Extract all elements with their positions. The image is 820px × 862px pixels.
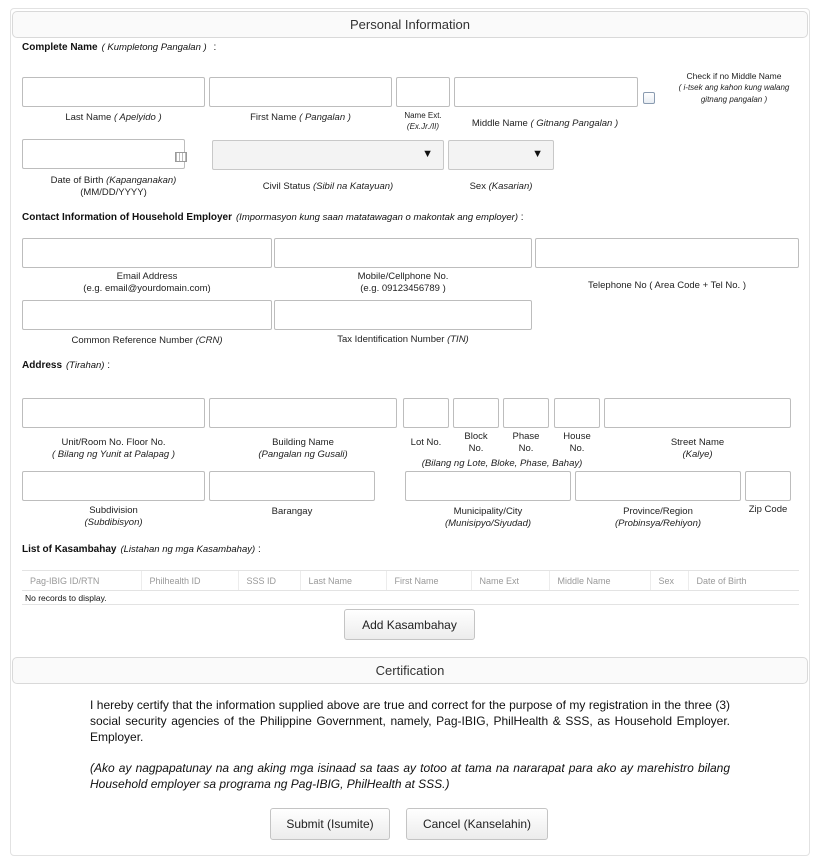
barangay-label: Barangay (271, 506, 313, 517)
lot-number-input[interactable] (403, 398, 449, 428)
zip-code-label: Zip Code (748, 504, 788, 515)
municipality-city-input[interactable] (405, 471, 571, 501)
address-heading: Address (Tirahan) : (22, 360, 111, 371)
column-header[interactable]: Sex (650, 571, 688, 591)
unit-room-input[interactable] (22, 398, 205, 428)
zip-code-input[interactable] (745, 471, 791, 501)
no-middle-name-checkbox[interactable] (643, 92, 655, 104)
crn-input[interactable] (22, 300, 272, 330)
column-header[interactable]: Name Ext (471, 571, 549, 591)
last-name-label: Last Name ( Apelyido ) (65, 112, 162, 123)
personal-information-header: Personal Information (12, 11, 808, 38)
sex-select[interactable] (448, 140, 554, 170)
column-header[interactable]: Philhealth ID (141, 571, 238, 591)
phase-number-label: Phase No. (512, 431, 540, 454)
column-header[interactable]: First Name (386, 571, 471, 591)
barangay-input[interactable] (209, 471, 375, 501)
crn-label: Common Reference Number (CRN) (71, 335, 223, 346)
middle-name-input[interactable] (454, 77, 638, 107)
name-ext-input[interactable] (396, 77, 450, 107)
telephone-number-label: Telephone No ( Area Code + Tel No. ) (588, 280, 746, 291)
add-kasambahay-button[interactable]: Add Kasambahay (344, 609, 475, 640)
column-header[interactable]: Last Name (300, 571, 386, 591)
kasambahay-table (22, 570, 799, 605)
municipality-city-label: Municipality/City (Munisipyo/Siyudad) (444, 506, 532, 529)
first-name-input[interactable] (209, 77, 392, 107)
first-name-label: First Name ( Pangalan ) (250, 112, 351, 123)
building-name-label: Building Name (Pangalan ng Gusali) (258, 437, 348, 460)
street-name-input[interactable] (604, 398, 791, 428)
house-number-label: House No. (563, 431, 591, 454)
tin-input[interactable] (274, 300, 532, 330)
province-region-label: Province/Region (Probinsya/Rehiyon) (614, 506, 702, 529)
chevron-down-icon: ▼ (532, 148, 543, 160)
lot-number-label: Lot No. (410, 437, 442, 448)
date-of-birth-label: Date of Birth (Kapanganakan) (MM/DD/YYYY) (50, 175, 177, 198)
calendar-icon[interactable] (175, 152, 187, 162)
block-number-label: Block No. (464, 431, 488, 454)
telephone-number-input[interactable] (535, 238, 799, 268)
civil-status-select[interactable] (212, 140, 444, 170)
column-header[interactable]: Pag-IBIG ID/RTN (22, 571, 141, 591)
unit-room-label: Unit/Room No. Floor No. ( Bilang ng Yunit at Palapag ) (51, 437, 176, 460)
phase-number-input[interactable] (503, 398, 549, 428)
block-number-input[interactable] (453, 398, 499, 428)
table-row (22, 591, 799, 605)
building-name-input[interactable] (209, 398, 397, 428)
province-region-input[interactable] (575, 471, 741, 501)
kasambahay-list-heading: List of Kasambahay (Listahan ng mga Kasambahay) : (22, 544, 261, 555)
contact-information-heading: Contact Information of Household Employer (Impormasyon kung saan matatawagan o makontak ang employer) : (22, 212, 524, 223)
sex-label: Sex (Kasarian) (469, 181, 533, 192)
name-ext-label: Name Ext. (Ex.Jr./II) (404, 111, 442, 131)
street-name-label: Street Name (Kalye) (670, 437, 725, 460)
lot-block-phase-house-caption: (Bilang ng Lote, Bloke, Phase, Bahay) (421, 458, 583, 469)
column-header[interactable]: Date of Birth (688, 571, 799, 591)
complete-name-heading: Complete Name ( Kumpletong Pangalan ) : (22, 42, 217, 53)
cancel-button[interactable]: Cancel (Kanselahin) (406, 808, 548, 840)
email-address-input[interactable] (22, 238, 272, 268)
chevron-down-icon: ▼ (422, 148, 433, 160)
mobile-number-label: Mobile/Cellphone No. (e.g. 09123456789 ) (357, 271, 449, 294)
subdivision-label: Subdivision (Subdibisyon) (84, 505, 143, 528)
submit-button[interactable]: Submit (Isumite) (270, 808, 390, 840)
no-records-message: No records to display. (22, 591, 799, 605)
tin-label: Tax Identification Number (TIN) (337, 334, 469, 345)
no-middle-name-label: Check if no Middle Name ( i-tsek ang kahon kung walang gitnang pangalan ) (678, 71, 790, 104)
middle-name-label: Middle Name ( Gitnang Pangalan ) (471, 118, 619, 129)
table-header-row (22, 571, 799, 591)
certification-header: Certification (12, 657, 808, 684)
column-header[interactable]: SSS ID (238, 571, 300, 591)
last-name-input[interactable] (22, 77, 205, 107)
house-number-input[interactable] (554, 398, 600, 428)
column-header[interactable]: Middle Name (549, 571, 650, 591)
civil-status-label: Civil Status (Sibil na Katayuan) (262, 181, 394, 192)
email-address-label: Email Address (e.g. email@yourdomain.com) (83, 271, 211, 294)
mobile-number-input[interactable] (274, 238, 532, 268)
certification-text-filipino: (Ako ay nagpapatunay na ang aking mga isinaad sa taas ay totoo at tama na nararapat para ako ay marehistro bilang Household employer sa programa ng Pag-IBIG, PhilHealth at SSS.) (90, 761, 730, 791)
subdivision-input[interactable] (22, 471, 205, 501)
date-of-birth-input[interactable] (22, 139, 185, 169)
certification-text-english: I hereby certify that the information supplied above are true and correct for the purpose of my registration in the three (3) social security agencies of the Philippine Government, namely, Pag-IBIG, PhilHealth & SSS, as Household Employer. Employer. (90, 698, 730, 744)
